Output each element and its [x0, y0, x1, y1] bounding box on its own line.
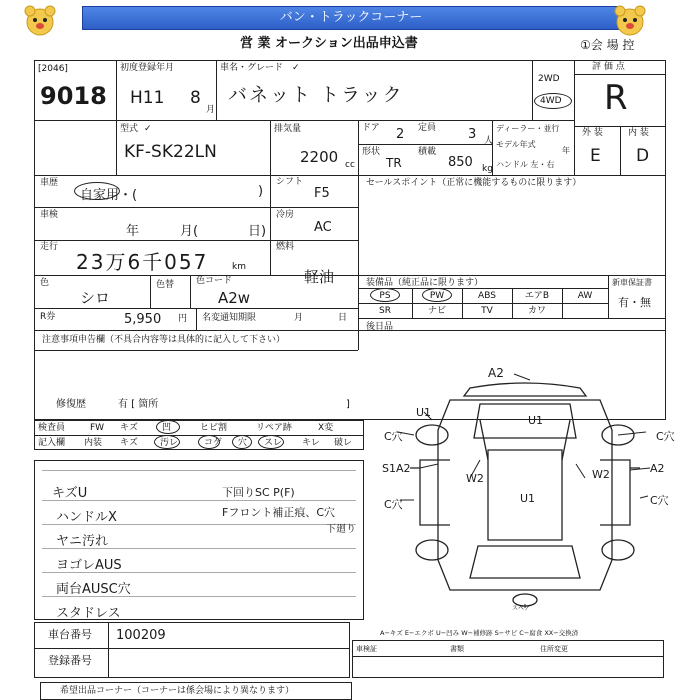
color-code-value: A2w: [218, 289, 251, 307]
plate-label: 登録番号: [48, 654, 92, 667]
mileage-unit: km: [232, 262, 246, 272]
inspection-year: 年: [126, 224, 140, 239]
engine-cc: 2200: [300, 148, 339, 166]
car-damage-diagram: [380, 360, 670, 620]
history-label: 車歴: [40, 178, 59, 188]
remark-right-1: 下回りSC P(F): [222, 486, 295, 499]
shape-label: 形状: [362, 147, 381, 157]
insp-dent: 凹: [162, 423, 172, 433]
chassis-label: 車台番号: [48, 628, 92, 641]
entry-label: 記入欄: [38, 438, 66, 448]
vehicle-name-label: 車名・グレード: [220, 63, 284, 73]
notice-deadline-label: 名変通知期限: [202, 313, 257, 323]
equip-airbag: エアB: [524, 291, 550, 301]
remark-2: ハンドルX: [56, 510, 117, 525]
capacity-label: 定員: [418, 123, 437, 133]
insp-dirt: 汚レ: [160, 438, 179, 448]
drive-2wd: 2WD: [538, 74, 560, 84]
registration-label: 初度登録年月: [120, 63, 175, 73]
equip-navi: ナビ: [427, 306, 446, 316]
mileage-value: 23万6千057: [76, 250, 209, 274]
doc-field-3: 住所変更: [540, 645, 568, 653]
recycle-label: R券: [40, 312, 56, 322]
capacity-value: 3: [468, 127, 477, 142]
doors-label: ドア: [362, 123, 380, 133]
venue-copy-label: ①会 場 控: [580, 38, 635, 52]
model-year-unit: 年: [562, 146, 570, 155]
history-value: 自家用・(: [80, 188, 138, 203]
notes-label: 注意事項申告欄（不具合内容等は具体的に記入して下さい）: [42, 335, 286, 345]
mark-u1-roof: U1: [520, 492, 536, 505]
mark-s1a2: S1A2: [382, 462, 411, 475]
cooling-label: 冷房: [276, 210, 295, 220]
doc-field-1: 車検証: [356, 645, 377, 653]
fuel-value: 軽油: [304, 268, 335, 286]
registration-month: 8: [190, 88, 201, 108]
color-code-label: 色コード: [196, 276, 233, 286]
insp-tear: 破レ: [334, 438, 353, 448]
sales-point-label: セールスポイント（正常に機能するものに限ります）: [366, 178, 582, 188]
model-label: 型式: [120, 124, 139, 134]
shift-value: F5: [314, 186, 330, 201]
interior-label: 内 装: [628, 128, 649, 138]
chassis-number: 100209: [116, 628, 166, 643]
equip-sr: SR: [379, 306, 391, 316]
insp-scratch: キズ: [120, 423, 138, 433]
dealer-label: ディーラー・並行: [496, 124, 560, 133]
insp-worn: スレ: [264, 438, 283, 448]
installed-later-label: 後日品: [366, 322, 394, 332]
remark-right-2: Fフロント補正痕、C穴: [222, 506, 336, 519]
equip-ps-circle: [370, 288, 400, 302]
doors-value: 2: [396, 127, 405, 142]
mark-spare: スペア: [512, 605, 531, 612]
mark-c-left: C穴: [384, 430, 403, 443]
insp-interior: 内装: [84, 438, 103, 448]
recycle-unit: 円: [178, 314, 188, 324]
mark-c-left2: C穴: [384, 498, 403, 511]
lot-code: [2046]: [38, 64, 68, 74]
shape-value: TR: [386, 156, 402, 170]
insp-hole: 穴: [238, 438, 248, 448]
handle-label: ハンドル 左・右: [496, 160, 555, 169]
new-car-warranty-value: 有・無: [618, 296, 651, 309]
mark-w2-right: W2: [592, 468, 610, 481]
equip-aw: AW: [577, 291, 593, 301]
inspection-label: 車検: [40, 210, 59, 220]
mascot-right-icon: [612, 4, 648, 38]
remark-3: ヤニ汚れ: [56, 534, 109, 549]
load-value: 850: [448, 155, 473, 170]
exterior-label: 外 装: [582, 128, 603, 138]
footer-label: 希望出品コーナー（コーナーは係会場により異なります）: [60, 686, 295, 696]
mark-c-right: C穴: [656, 430, 675, 443]
mark-u1-left: U1: [416, 406, 432, 419]
insp-int-scratch: キズ: [120, 438, 138, 448]
model-year-label: モデル年式: [496, 140, 536, 149]
form-title: 営 業 オークション出品申込書: [240, 36, 418, 51]
repair-history-value: 有 [ 箇所: [118, 399, 159, 410]
interior-grade: D: [636, 146, 650, 166]
cooling-value: AC: [314, 220, 332, 235]
equip-abs: ABS: [478, 291, 496, 301]
banner-title: バン・トラックコーナー: [279, 10, 423, 25]
drive-4wd: 4WD: [540, 96, 562, 106]
mark-a2-right: A2: [650, 462, 665, 475]
lot-number: 9018: [40, 82, 107, 110]
color-label: 色: [40, 278, 50, 288]
new-car-warranty-label: 新車保証書: [612, 278, 652, 287]
corner-banner: [82, 6, 620, 30]
equip-pw-circle: [422, 288, 452, 302]
insp-cut: キレ: [302, 438, 320, 448]
mark-w2-left: W2: [466, 472, 484, 485]
remark-right-3: 下廻り: [326, 524, 356, 535]
docs-box: [352, 640, 664, 678]
mark-a2-top: A2: [488, 366, 504, 380]
registration-era: H11: [130, 88, 165, 108]
vehicle-name: バネット トラック: [228, 84, 404, 106]
insp-replace: X変: [318, 423, 334, 433]
mark-u1-hood: U1: [528, 414, 544, 427]
inspector-label: 検査員: [38, 423, 66, 433]
engine-unit: cc: [345, 160, 355, 170]
equip-tv: TV: [481, 306, 493, 316]
insp-dent-circle: [156, 420, 180, 434]
mark-c-right2: C穴: [650, 494, 669, 507]
history-close: ): [258, 184, 264, 199]
evaluation-label: 評 価 点: [592, 62, 625, 72]
vehicle-name-check: ✓: [292, 63, 300, 73]
insp-burn: コゲ: [204, 438, 223, 448]
equip-leather: カワ: [527, 306, 546, 316]
recycle-value: 5,950: [124, 312, 162, 327]
registration-month-unit: 月: [206, 105, 216, 115]
load-label: 積載: [418, 147, 437, 157]
inspection-month: 月(: [180, 224, 199, 239]
equip-pw: PW: [429, 291, 445, 301]
color-value: シロ: [80, 289, 111, 307]
mascot-left-icon: [22, 4, 58, 38]
model-code: KF-SK22LN: [124, 142, 217, 162]
repair-history-close: ]: [346, 399, 350, 410]
fuel-label: 燃料: [276, 242, 295, 252]
equip-ps: PS: [379, 291, 391, 301]
insp-repair-trace: リペア跡: [256, 423, 292, 433]
color-change-label: 色替: [156, 280, 175, 290]
remark-1: キズU: [52, 486, 88, 501]
insp-crack: ヒビ割: [200, 423, 228, 433]
insp-dirt-circle: [154, 435, 180, 449]
notice-month: 月: [294, 313, 304, 323]
remark-4: ヨゴレAUS: [56, 558, 122, 573]
insp-burn-circle: [198, 435, 223, 449]
equipment-label: 装備品（純正品に限ります）: [366, 278, 484, 288]
doc-field-2: 書類: [450, 645, 464, 653]
capacity-unit: 人: [484, 136, 494, 146]
insp-fw: FW: [90, 423, 105, 433]
model-check: ✓: [144, 124, 152, 134]
repair-history-label: 修復歴: [56, 399, 86, 410]
load-unit: kg: [482, 164, 493, 174]
remark-5: 両台AUSC穴: [56, 582, 131, 597]
exterior-grade: E: [590, 146, 601, 166]
shift-label: シフト: [276, 177, 304, 187]
insp-worn-circle: [258, 435, 284, 449]
damage-legend: A−キズ E−エクボ U−凹み W−補修跡 S−サビ C−腐食 XX−交換済: [380, 629, 579, 637]
remark-6: スタドレス: [56, 606, 121, 621]
mileage-label: 走行: [40, 242, 59, 252]
evaluation-score: R: [604, 78, 628, 118]
inspection-day: 日): [248, 224, 267, 239]
engine-label: 排気量: [274, 124, 302, 134]
insp-hole-circle: [232, 435, 252, 449]
notice-day: 日: [338, 313, 348, 323]
